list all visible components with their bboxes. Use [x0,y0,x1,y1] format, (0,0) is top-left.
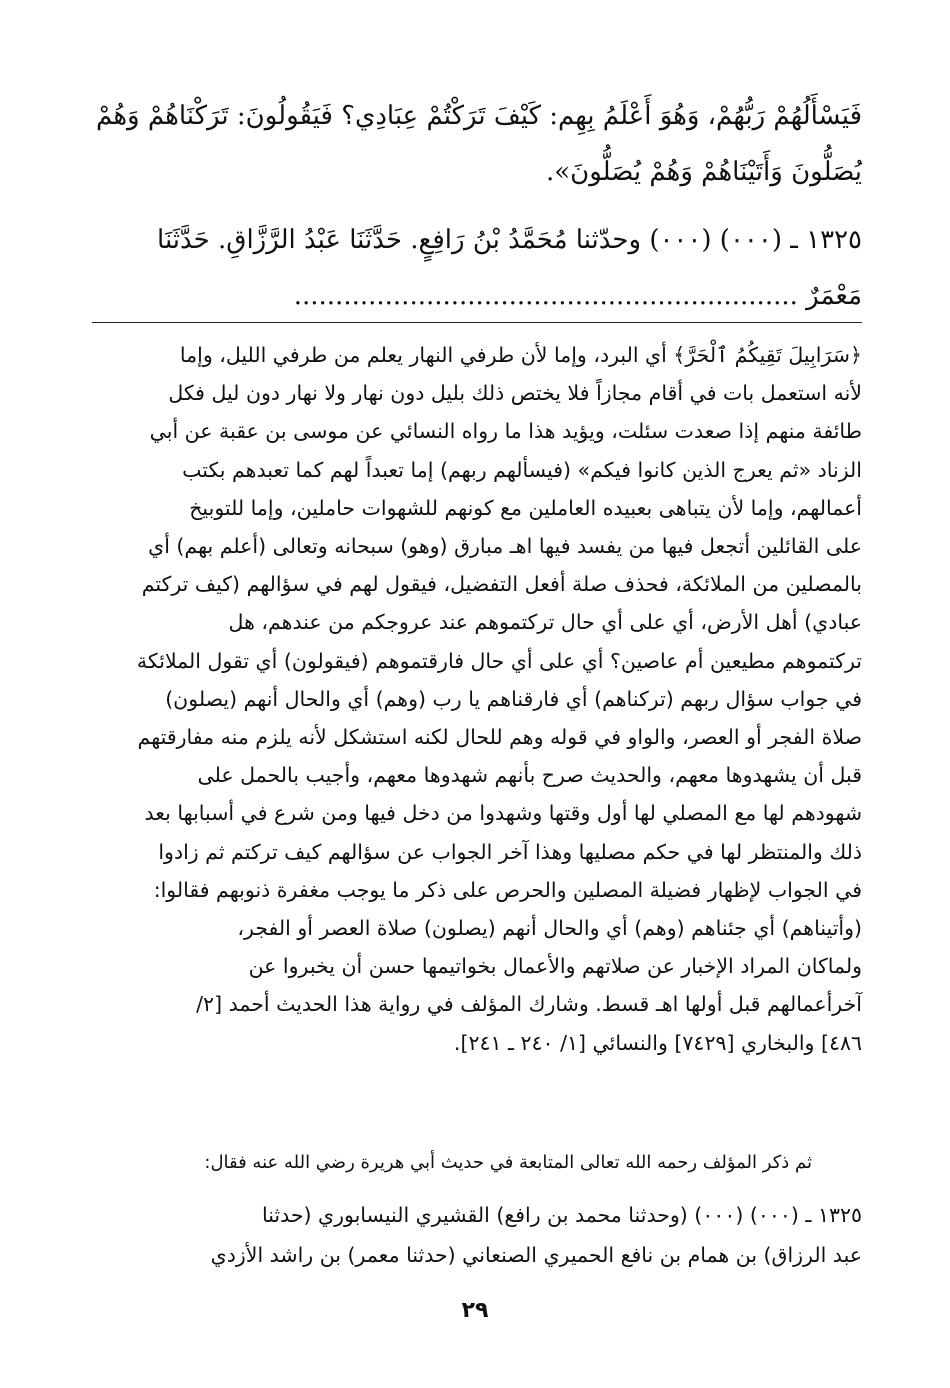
sharh-chain-line: ١٣٢٥ ـ (٠٠٠) (٠٠٠) (وحدثنا محمد بن رافع) القشيري النيسابوري (حدثنا [261,1203,862,1227]
commentary-line: صلاة الفجر أو العصر، والواو في قوله وهم للحال لكنه استشكل لأنه يلزم منه مفارقتهم [137,725,862,750]
commentary-line: لأنه استعمل بات في أقام مجازاً فلا يختص ذلك بليل دون نهار ولا نهار دون ليل فكل [168,381,862,406]
hadith-text-block [92,88,862,324]
commentary-line: ذلك والمنتظر لها في حكم مصليها وهذا آخر الجواب عن سؤالهم كيف تركتم ثم زادوا [158,839,862,864]
commentary-line: أعمالهم، وإما لأن يتباهى بعبيده العاملين مع كونهم للشهوات حاملين، وإما للتوبيخ [189,495,862,520]
sharh-chain-block [92,1195,862,1275]
sharh-chain-line: عبد الرزاق) بن همام بن نافع الحميري الصنعاني (حدثنا معمر) بن راشد الأزدي [210,1243,862,1267]
commentary-line: قبل أن يشهدوها معهم، والحديث صرح بأنهم شهدوها معهم، وأجيب بالحمل على [197,763,862,788]
commentary-line: آخرأعمالهم قبل أولها اهـ قسط. وشارك المؤلف في رواية هذا الحديث أحمد [٢/ [196,992,862,1017]
commentary-line: على القائلين أتجعل فيها من يفسد فيها اهـ مبارق (وهو) سبحانه وتعالى (أعلم بهم) أي [148,534,862,559]
hadith-chain-line: ١٣٢٥ ـ (٠٠٠) (٠٠٠) وحدّثنا مُحَمَّدُ بْنُ رَافِعٍ. حَدَّثَنَا عَبْدُ الرَّزَّاقِ. حَدَّثَنَا [157,225,862,255]
commentary-line: تركتموهم مطيعين أم عاصين؟ أي على أي حال فارقتموهم (فيقولون) أي تقول الملائكة [136,648,862,673]
commentary-line: ولماكان المراد الإخبار عن صلاتهم والأعمال بخواتيمها حسن أن يخبروا عن [248,954,862,979]
commentary-block [92,336,862,1062]
hadith-line: يُصَلُّونَ وَأَتَيْنَاهُمْ وَهُمْ يُصَلُّونَ». [545,157,862,187]
commentary-line: شهودهم لها مع المصلي لها أول وقتها وشهدوا من دخل فيها ومن شرع في أسبابها بعد [144,801,862,826]
commentary-line: في جواب سؤال ربهم (تركناهم) أي فارقناهم يا رب (وهم) أي والحال أنهم (يصلون) [165,686,862,711]
commentary-line: طائفة منهم إذا صعدت سئلت، ويؤيد هذا ما رواه النسائي عن موسى بن عقبة عن أبي [149,419,862,444]
hadith-chain-line: مَعْمَرٌ ............................................................. [293,281,862,311]
commentary-line: عبادي) أهل الأرض، أي على أي حال تركتموهم عند عروجكم من عندهم، هل [228,610,862,635]
hadith-line: فَيَسْأَلُهُمْ رَبُّهُمْ، وَهُوَ أَعْلَمُ بِهِم: كَيْفَ تَرَكْتُمْ عِبَادِي؟ فَيَقُولُونَ: تَرَكْنَاهُمْ وَهُمْ [96,101,862,131]
intro-line: ثم ذكر المؤلف رحمه الله تعالى المتابعة في حديث أبي هريرة رضي الله عنه فقال: [204,1152,812,1173]
page-number: ٢٩ [461,1298,489,1323]
commentary-line: بالمصلين من الملائكة، فحذف صلة أفعل التفضيل، فيقول لهم في سؤالهم (كيف تركتم [141,572,862,597]
footnote-separator [92,322,862,323]
commentary-line: ٤٨٦] والبخاري [٧٤٢٩] والنسائي [١/ ٢٤٠ ـ ٢٤١]. [453,1030,862,1055]
commentary-line: في الجواب لإظهار فضيلة المصلين والحرص على ذكر ما يوجب مغفرة ذنوبهم فقالوا: [153,877,862,902]
commentary-line: ﴿سَرَابِيلَ تَقِيكُمُ ٱلْحَرَّ﴾ أي البرد، وإما لأن طرفي النهار يعلم من طرفي الليل، وإما [179,343,862,367]
commentary-line: (وأتيناهم) أي جئناهم (وهم) أي والحال أنهم (يصلون) صلاة العصر أو الفجر، [237,916,862,941]
commentary-line: الزناد «ثم يعرج الذين كانوا فيكم» (فيسألهم ربهم) إما تعبداً لهم كما تعبدهم بكتب [182,457,862,482]
